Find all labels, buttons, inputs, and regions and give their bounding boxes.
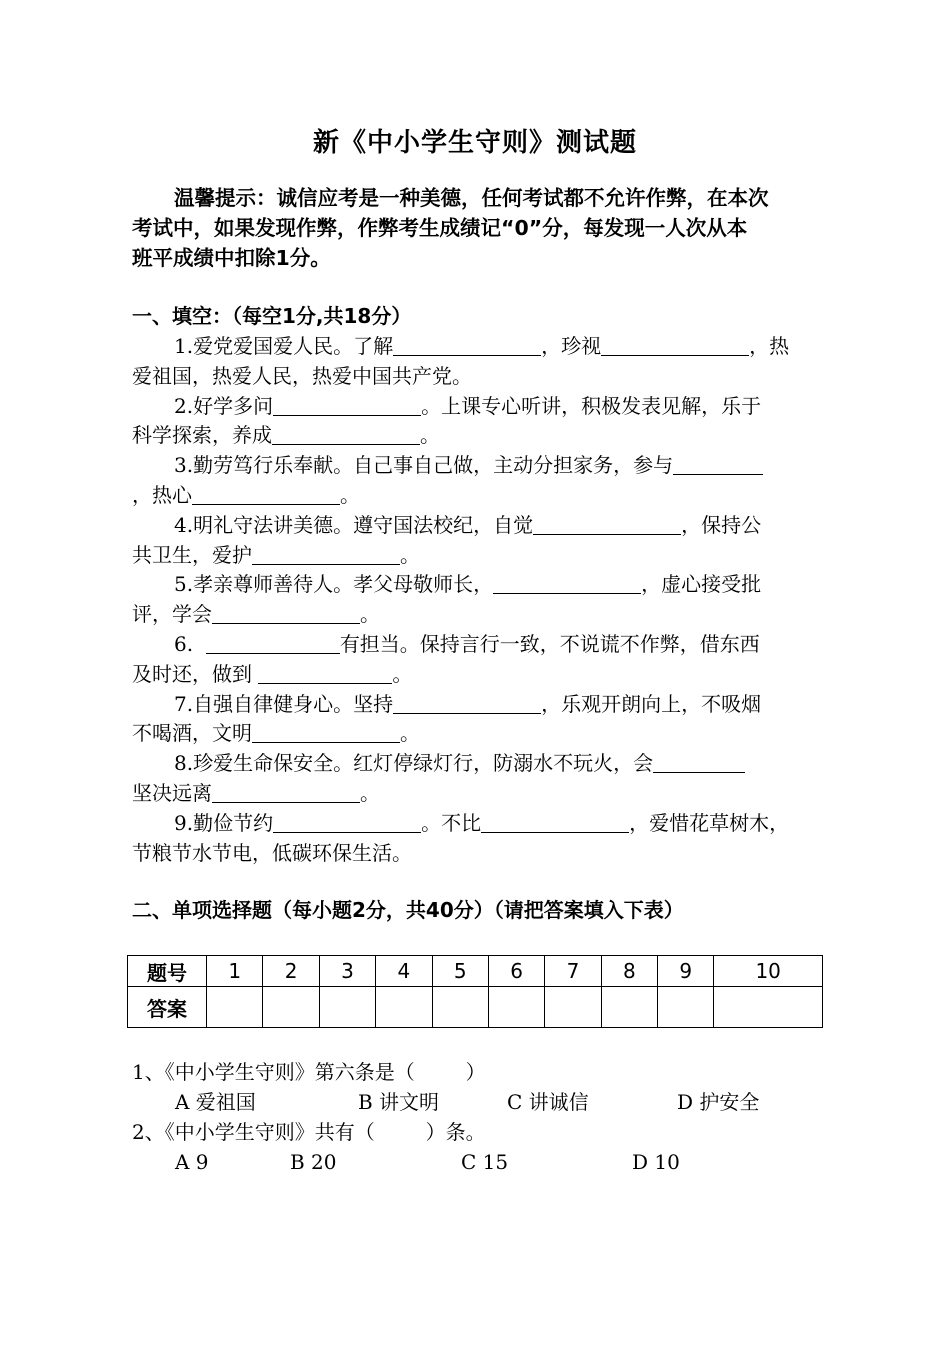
question-number-cell: 6 bbox=[488, 956, 544, 987]
notice-paragraph bbox=[132, 183, 822, 273]
section1-heading: 一、填空：（每空1分,共18分） bbox=[132, 304, 412, 328]
answer-blank[interactable] bbox=[493, 571, 641, 594]
table-header-cell: 答案 bbox=[128, 987, 207, 1028]
fill-line bbox=[132, 749, 822, 779]
answer-cell[interactable] bbox=[263, 987, 319, 1028]
fill-line bbox=[132, 541, 822, 571]
answer-cell[interactable] bbox=[432, 987, 488, 1028]
question-number-cell: 10 bbox=[714, 956, 823, 987]
answer-blank[interactable] bbox=[273, 393, 421, 416]
answer-blank[interactable] bbox=[252, 720, 400, 743]
fill-text: 。 bbox=[392, 661, 413, 686]
answer-blank[interactable] bbox=[393, 333, 541, 356]
fill-text: 6. bbox=[174, 631, 194, 656]
option-text: C 15 bbox=[461, 1150, 509, 1174]
answer-cell[interactable] bbox=[319, 987, 375, 1028]
fill-text: 有担当。保持言行一致，不说谎不作弊，借东西 bbox=[339, 631, 760, 656]
answer-blank[interactable] bbox=[272, 422, 420, 445]
fill-line bbox=[132, 421, 822, 451]
question-number-cell: 1 bbox=[207, 956, 263, 987]
option-text: B 20 bbox=[290, 1150, 337, 1174]
fill-text: 及时还，做到 bbox=[132, 661, 252, 686]
fill-text: 不喝酒，文明 bbox=[132, 721, 252, 746]
notice-line: 温馨提示：诚信应考是一种美德，任何考试都不允许作弊，在本次 bbox=[174, 186, 769, 210]
answer-blank[interactable] bbox=[258, 661, 392, 684]
fill-text: 共卫生，爱护 bbox=[132, 542, 252, 567]
answer-blank[interactable] bbox=[212, 780, 360, 803]
fill-line bbox=[132, 809, 822, 839]
question-number-cell: 9 bbox=[658, 956, 714, 987]
option-text: C 讲诚信 bbox=[507, 1090, 589, 1114]
fill-text: 。 bbox=[360, 602, 380, 627]
fill-text: ，珍视 bbox=[541, 334, 602, 358]
answer-blank[interactable] bbox=[252, 542, 400, 565]
fill-text: 爱祖国，热爱人民，热爱中国共产党。 bbox=[132, 363, 472, 388]
fill-line bbox=[132, 660, 822, 690]
answer-table-number-row bbox=[128, 956, 823, 987]
fill-text: 3.勤劳笃行乐奉献。自己事自己做，主动分担家务，参与 bbox=[174, 453, 674, 478]
fill-text: 8.珍爱生命保安全。红灯停绿灯行，防溺水不玩火，会 bbox=[174, 751, 654, 776]
answer-cell[interactable] bbox=[207, 987, 263, 1028]
fill-line bbox=[132, 451, 822, 481]
fill-text: 节粮节水节电，低碳环保生活。 bbox=[132, 840, 412, 865]
fill-text: 7.自强自律健身心。坚持 bbox=[174, 691, 394, 716]
question-number-cell: 7 bbox=[545, 956, 601, 987]
fill-text: ，爱惜花草树木， bbox=[629, 810, 790, 835]
fill-text: ，保持公 bbox=[681, 512, 762, 537]
answer-cell[interactable] bbox=[658, 987, 714, 1028]
fill-text: 1.爱党爱国爱人民。了解 bbox=[174, 334, 394, 358]
option-text: D 护安全 bbox=[677, 1090, 760, 1114]
answer-blank[interactable] bbox=[533, 512, 681, 535]
fill-line bbox=[132, 779, 822, 809]
notice-line: 考试中，如果发现作弊，作弊考生成绩记“0”分，每发现一人次从本 bbox=[132, 216, 748, 240]
option-text: A 爱祖国 bbox=[175, 1090, 256, 1114]
question-number-cell: 8 bbox=[601, 956, 657, 987]
answer-cell[interactable] bbox=[601, 987, 657, 1028]
fill-text: 2.好学多问 bbox=[174, 393, 274, 418]
fill-text: 。 bbox=[420, 423, 440, 448]
fill-text: 科学探索，养成 bbox=[132, 423, 272, 448]
notice-line: 班平成绩中扣除1分。 bbox=[132, 246, 331, 270]
answer-blank[interactable] bbox=[192, 482, 340, 505]
fill-line bbox=[132, 719, 822, 749]
table-header-cell: 题号 bbox=[128, 956, 207, 987]
fill-line bbox=[132, 362, 822, 392]
fill-text: 。 bbox=[400, 721, 420, 746]
fill-line bbox=[132, 630, 822, 660]
answer-blank[interactable] bbox=[393, 691, 541, 714]
fill-text: ，热 bbox=[749, 334, 790, 358]
fill-line bbox=[132, 332, 822, 362]
answer-blank[interactable] bbox=[206, 631, 340, 654]
fill-line bbox=[132, 511, 822, 541]
question-number-cell: 3 bbox=[319, 956, 375, 987]
answer-cell[interactable] bbox=[545, 987, 601, 1028]
fill-text: 坚决远离 bbox=[132, 780, 212, 805]
question-number-cell: 4 bbox=[376, 956, 432, 987]
fill-text: 。 bbox=[340, 482, 360, 507]
fill-text: 评，学会 bbox=[132, 602, 212, 627]
fill-text: 。 bbox=[360, 780, 380, 805]
fill-text: 。 bbox=[400, 542, 420, 567]
answer-table-answer-row bbox=[128, 987, 823, 1028]
answer-blank[interactable] bbox=[273, 810, 421, 833]
fill-line bbox=[132, 839, 822, 869]
question-stem: 2、《中小学生守则》共有（ ）条。 bbox=[132, 1120, 486, 1144]
fill-line bbox=[132, 690, 822, 720]
fill-text: 9.勤俭节约 bbox=[174, 810, 274, 835]
option-text: B 讲文明 bbox=[358, 1090, 440, 1114]
answer-cell[interactable] bbox=[488, 987, 544, 1028]
fill-text: 4.明礼守法讲美德。遵守国法校纪，自觉 bbox=[174, 512, 534, 537]
answer-cell[interactable] bbox=[376, 987, 432, 1028]
option-text: A 9 bbox=[175, 1150, 209, 1174]
question-number-cell: 5 bbox=[432, 956, 488, 987]
fill-text: 。不比 bbox=[421, 810, 482, 835]
answer-table bbox=[127, 955, 823, 1028]
fill-line bbox=[132, 570, 822, 600]
fill-line bbox=[132, 392, 822, 422]
fill-line bbox=[132, 481, 822, 511]
answer-blank[interactable] bbox=[653, 750, 745, 773]
fill-text: ，虚心接受批 bbox=[641, 572, 762, 597]
question-stem: 1、《中小学生守则》第六条是（ ） bbox=[132, 1060, 486, 1084]
page-title: 新《中小学生守则》测试题 bbox=[312, 128, 637, 158]
fill-text: ，乐观开朗向上，不吸烟 bbox=[541, 691, 762, 716]
answer-blank[interactable] bbox=[601, 333, 749, 356]
fill-in-section bbox=[132, 332, 822, 868]
answer-blank[interactable] bbox=[673, 452, 763, 475]
fill-text: 。上课专心听讲，积极发表见解，乐于 bbox=[421, 393, 762, 418]
question-number-cell: 2 bbox=[263, 956, 319, 987]
section2-heading: 二、单项选择题（每小题2分，共40分）（请把答案填入下表） bbox=[132, 898, 684, 922]
answer-blank[interactable] bbox=[212, 601, 360, 624]
fill-line bbox=[132, 600, 822, 630]
option-text: D 10 bbox=[632, 1150, 680, 1174]
answer-blank[interactable] bbox=[481, 810, 629, 833]
answer-cell[interactable] bbox=[714, 987, 823, 1028]
fill-text: 5.孝亲尊师善待人。孝父母敬师长， bbox=[174, 572, 494, 597]
fill-text: ，热心 bbox=[132, 482, 192, 507]
